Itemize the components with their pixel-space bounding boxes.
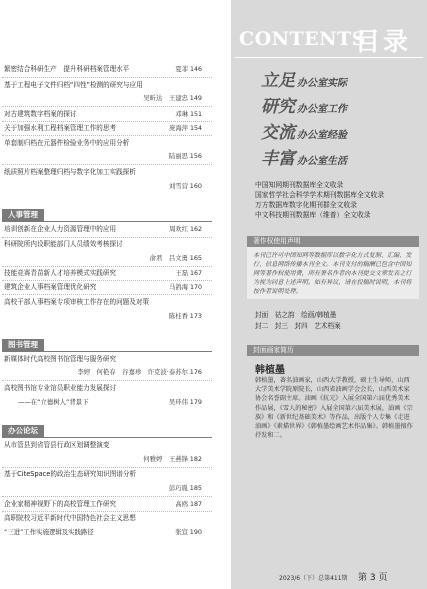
article-title: 培训创新在企业人力资源管理中的应用: [4, 225, 117, 233]
divider: [2, 511, 212, 512]
toc-entry-byline: [4, 455, 202, 464]
article-author: 何雅婷 王燕锋: [143, 455, 188, 463]
section-header-library: [2, 339, 212, 352]
article-page: 149: [189, 94, 202, 102]
toc-entry[interactable]: [4, 384, 202, 393]
article-page: 167: [189, 270, 202, 277]
article-page: 190: [189, 528, 202, 536]
divider: [2, 294, 212, 295]
toc-entry[interactable]: [4, 500, 202, 509]
article-author: 王磊: [175, 270, 188, 277]
article-title: 繁密结合科研生产 提升科研档案管理水平: [4, 65, 130, 73]
artist-name: 韩植墨: [255, 365, 285, 376]
info-panel: [231, 0, 427, 589]
copyright-heading: 著作权使用声明: [247, 236, 419, 247]
article-title: 新媒体时代高校图书馆管理与服务研究: [4, 355, 117, 363]
page-number: 第 3 页: [358, 573, 388, 583]
issue-number: 2023/6（下）总第411期: [279, 575, 348, 582]
toc-entry[interactable]: [4, 225, 202, 234]
article-author: 高鸥: [175, 501, 188, 508]
article-author: 刘雪营: [168, 182, 188, 190]
toc-entry-byline: [4, 254, 202, 263]
article-author: 吴环伟: [168, 398, 188, 406]
article-page: 160: [189, 182, 202, 190]
article-author: 张宣: [175, 528, 188, 536]
contents-header: [231, 20, 427, 60]
cover-credit: 封二 封三 封四 艺术档案: [255, 322, 341, 330]
article-author: 吴昕达 王建忠: [143, 94, 188, 102]
article-page: 162: [189, 226, 202, 233]
slogan-small: 办公室生活: [297, 156, 347, 167]
toc-entry-byline: [4, 152, 202, 161]
toc-entry[interactable]: [4, 355, 202, 364]
divider: [2, 237, 212, 238]
slogan-line: [261, 144, 347, 169]
divider: [2, 496, 212, 497]
copyright-text: 本刊已许可中国知网等数据库以数字化方式复制、汇编、发行、信息网络传播本刊全文。本刊支付的稿酬已包含中国知网等著作权使用费，所有署名作者向本刊提交文章发表之行为视为同意上述声明。如有异议，请在投稿时说明，本刊将按作者说明处理。: [253, 252, 412, 295]
section-title: 图书管理: [2, 339, 44, 351]
cover-credit: 封面 祜之韵 绘画/韩植墨: [255, 311, 337, 319]
page-title: 目录: [355, 27, 412, 56]
header-rule: [235, 57, 423, 58]
toc-entry[interactable]: [4, 139, 202, 148]
article-title: 高职院校习近平新时代中国特色社会主义思想: [4, 514, 136, 522]
article-title: 基于CiteSpace的政治生态研究知识图谱分析: [4, 470, 137, 478]
article-page: 170: [189, 284, 202, 291]
slogan-big: 立足: [261, 71, 295, 91]
divider: [2, 280, 212, 281]
article-author: 马鸽海: [169, 284, 188, 291]
slogan-small: 办公室经验: [297, 130, 347, 141]
article-author: 邓琳: [175, 111, 188, 118]
toc-entry-byline: [4, 368, 202, 377]
toc-entry[interactable]: [4, 269, 202, 278]
toc-entry-byline: [4, 312, 202, 321]
divider: [2, 164, 212, 165]
database-listing: 万方数据库数字化期刊群全文收录: [255, 201, 357, 209]
slogan-big: 交流: [261, 123, 295, 143]
page-footer: [0, 570, 427, 586]
article-title: 基于工程电子文件归档“四性”检测的研究与应用: [4, 81, 143, 89]
article-title: 建筑企业人事档案管理优化研究: [4, 283, 97, 291]
article-page: 154: [189, 125, 202, 132]
divider: [2, 121, 212, 122]
article-page: 173: [189, 312, 202, 320]
slogan-big: 研究: [261, 97, 295, 117]
toc-entry[interactable]: [4, 168, 202, 177]
slogan-line: [261, 118, 347, 143]
divider: [2, 77, 212, 78]
article-author: 庞海萍: [169, 125, 188, 132]
toc-entry[interactable]: [4, 240, 202, 249]
article-title: 关于加强水利工程档案管理工作的思考: [4, 124, 117, 132]
article-subtitle: ——在“立德树人”背景下: [18, 398, 89, 406]
article-author: 夏菲: [175, 66, 188, 73]
slogan-small: 办公室实际: [297, 78, 347, 89]
article-title: 纸质照片档案整理归档与数字化加工实践探析: [4, 168, 136, 176]
article-page: 176: [189, 368, 202, 376]
article-author: 彭巧胤: [168, 484, 188, 492]
section-title: 办公论坛: [2, 425, 44, 437]
database-listing: 中文科技期刊数据库（维普）全文收录: [255, 211, 371, 219]
article-page: 187: [189, 501, 202, 508]
toc-entry-subtitle: [18, 398, 202, 407]
database-listing: 中国知网期刊数据库全文收录: [255, 181, 344, 189]
article-title: 技能竞赛青苗新人才培养模式实践研究: [4, 269, 117, 277]
article-title: 科研院所内设职能部门人员绩效考核探讨: [4, 240, 123, 248]
article-title: 从市管县到省管县行政区划调整演变: [4, 441, 110, 449]
toc-entry-byline: [4, 94, 202, 103]
article-page: 146: [189, 66, 202, 73]
article-author: 陆丽思: [168, 152, 188, 160]
toc-entry[interactable]: [4, 470, 202, 479]
divider: [2, 135, 212, 136]
article-title: 对古建筑数字档案的探讨: [4, 110, 77, 118]
article-page: 185: [189, 484, 202, 492]
divider: [2, 467, 212, 468]
article-author: 俞君 吕文勇: [149, 254, 188, 262]
toc-entry[interactable]: [4, 441, 202, 450]
article-author: 李婷 何艳春 谷嘉珍 许克波·泰苏尔: [77, 368, 188, 376]
toc-entry-byline: [4, 182, 202, 191]
slogan-small: 办公室工作: [297, 104, 347, 115]
toc-entry-byline: [4, 484, 202, 493]
toc-entry-byline: [4, 528, 202, 537]
section-header-office: [2, 425, 212, 438]
article-author: 周欢红: [169, 226, 188, 233]
article-title: “三进”工作实施逻辑及实践路径: [4, 528, 94, 536]
divider: [2, 106, 212, 107]
article-title: 企业家精神视野下的高校管理工作研究: [4, 500, 117, 508]
section-title: 人事管理: [2, 209, 44, 221]
contents-label: CONTENTS: [239, 28, 366, 50]
section-header-hr: [2, 209, 212, 222]
article-title: 单套制归档在元器件检验业务中的应用分析: [4, 139, 130, 147]
toc-entry[interactable]: [4, 124, 202, 133]
article-page: 151: [189, 111, 202, 118]
toc-entry[interactable]: [4, 298, 202, 307]
toc-entry[interactable]: [4, 65, 202, 74]
slogan-big: 丰富: [261, 149, 295, 169]
slogan-line: [261, 66, 347, 91]
article-page: 179: [189, 398, 202, 406]
article-page: 165: [189, 254, 202, 262]
slogan-line: [261, 92, 347, 117]
toc-entry[interactable]: [4, 514, 202, 523]
database-listing: 国家哲学社会科学学术期刊数据库全文收录: [255, 191, 385, 199]
toc-entry[interactable]: [4, 283, 202, 292]
toc-entry[interactable]: [4, 81, 202, 90]
divider: [2, 380, 212, 381]
article-title: 高校图书馆专业馆员职业能力发展探讨: [4, 384, 117, 392]
artist-bio: 韩植墨，著名油画家，山西大学教授，硕士生导师，山西大学美术学院原院长，山西省油画学会会长，山西美术家协会名誉副主席。油画《抗元》入展全国第六届优秀美术作品展，《雪人的秘密》入展全国第六届美术展，油画《宗族》和《新世纪基础美术》等作品，出版个人专集《走进油画》《素描世界》《韩植墨绘画艺术作品集》。韩植墨擅作抒发和二。: [255, 377, 413, 440]
divider: [2, 266, 212, 267]
article-author: 陈桂香: [168, 312, 188, 320]
artist-heading: 封面画家简历: [247, 345, 419, 356]
toc-entry[interactable]: [4, 110, 202, 119]
article-page: 182: [189, 455, 202, 463]
article-title: 高校干部人事档案专项审核工作存在的问题及对策: [4, 298, 150, 306]
article-page: 156: [189, 152, 202, 160]
